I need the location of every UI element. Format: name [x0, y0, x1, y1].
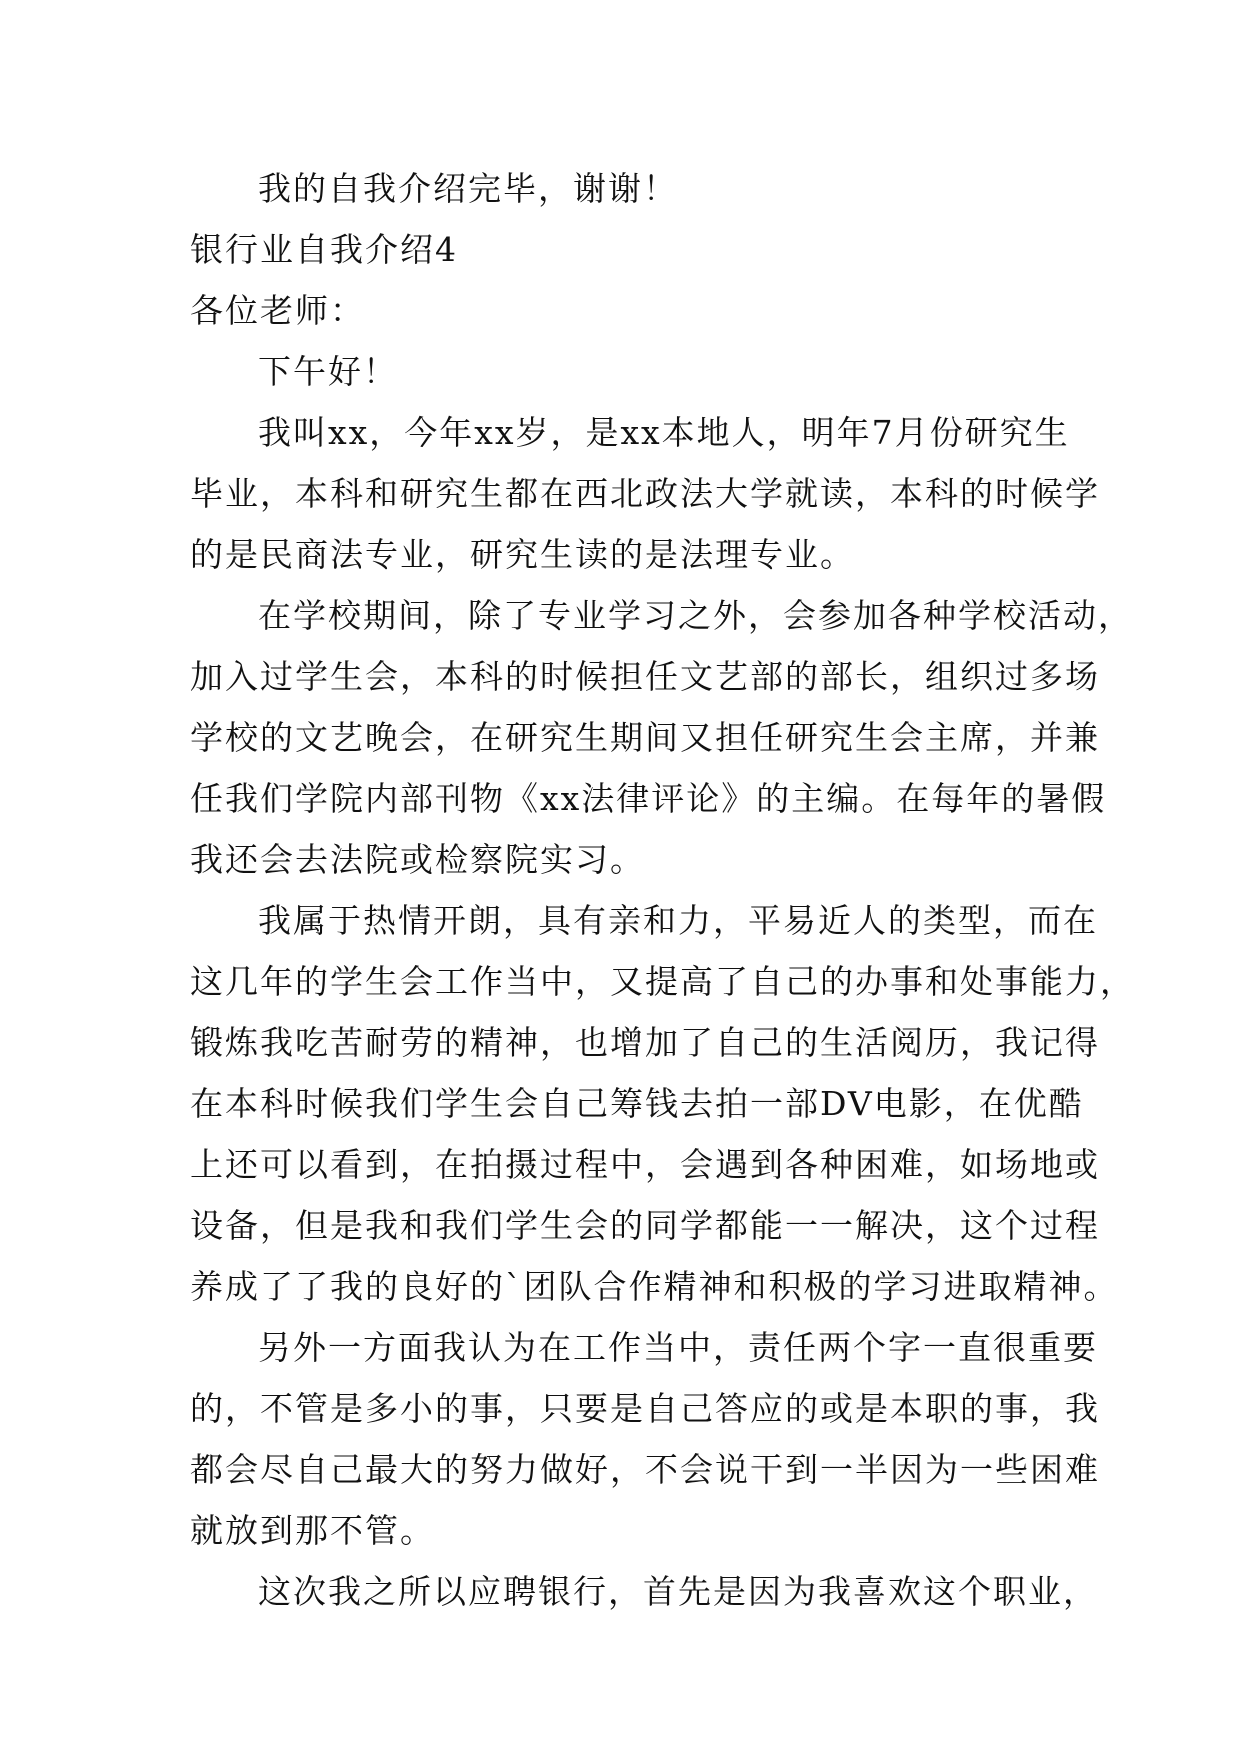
paragraph-line: 我还会去法院或检察院实习。 — [190, 840, 645, 879]
paragraph-line: 我属于热情开朗，具有亲和力，平易近人的类型，而在 — [258, 901, 1098, 940]
paragraph-line: 的是民商法专业，研究生读的是法理专业。 — [190, 535, 855, 574]
paragraph-line: 加入过学生会，本科的时候担任文艺部的部长，组织过多场 — [190, 657, 1100, 696]
closing-line: 我的自我介绍完毕，谢谢！ — [258, 169, 678, 208]
paragraph-line: 设备，但是我和我们学生会的同学都能一一解决，这个过程 — [190, 1206, 1100, 1245]
paragraph-line: 毕业，本科和研究生都在西北政法大学就读，本科的时候学 — [190, 474, 1100, 513]
paragraph-line: 锻炼我吃苦耐劳的精神，也增加了自己的生活阅历，我记得 — [190, 1023, 1100, 1062]
paragraph-line: 在本科时候我们学生会自己筹钱去拍一部DV电影，在优酷 — [190, 1084, 1084, 1123]
paragraph-line: 这次我之所以应聘银行，首先是因为我喜欢这个职业， — [258, 1572, 1098, 1611]
paragraph-line: 我叫xx，今年xx岁，是xx本地人，明年7月份研究生 — [258, 413, 1070, 452]
paragraph-line: 另外一方面我认为在工作当中，责任两个字一直很重要 — [258, 1328, 1098, 1367]
paragraph-line: 就放到那不管。 — [190, 1511, 435, 1550]
section-heading: 银行业自我介绍4 — [190, 230, 458, 269]
paragraph-line: 在学校期间，除了专业学习之外，会参加各种学校活动， — [258, 596, 1133, 635]
paragraph-line: 的，不管是多小的事，只要是自己答应的或是本职的事，我 — [190, 1389, 1100, 1428]
paragraph-line: 养成了了我的良好的`团队合作精神和积极的学习进取精神。 — [190, 1267, 1119, 1306]
salutation: 各位老师： — [190, 291, 365, 330]
paragraph-line: 上还可以看到，在拍摄过程中，会遇到各种困难，如场地或 — [190, 1145, 1100, 1184]
greeting: 下午好！ — [258, 352, 398, 391]
paragraph-line: 都会尽自己最大的努力做好，不会说干到一半因为一些困难 — [190, 1450, 1100, 1489]
paragraph-line: 任我们学院内部刊物《xx法律评论》的主编。在每年的暑假 — [190, 779, 1107, 818]
document-body — [190, 158, 1135, 1622]
paragraph-line: 学校的文艺晚会，在研究生期间又担任研究生会主席，并兼 — [190, 718, 1100, 757]
paragraph-line: 这几年的学生会工作当中，又提高了自己的办事和处事能力， — [190, 962, 1135, 1001]
